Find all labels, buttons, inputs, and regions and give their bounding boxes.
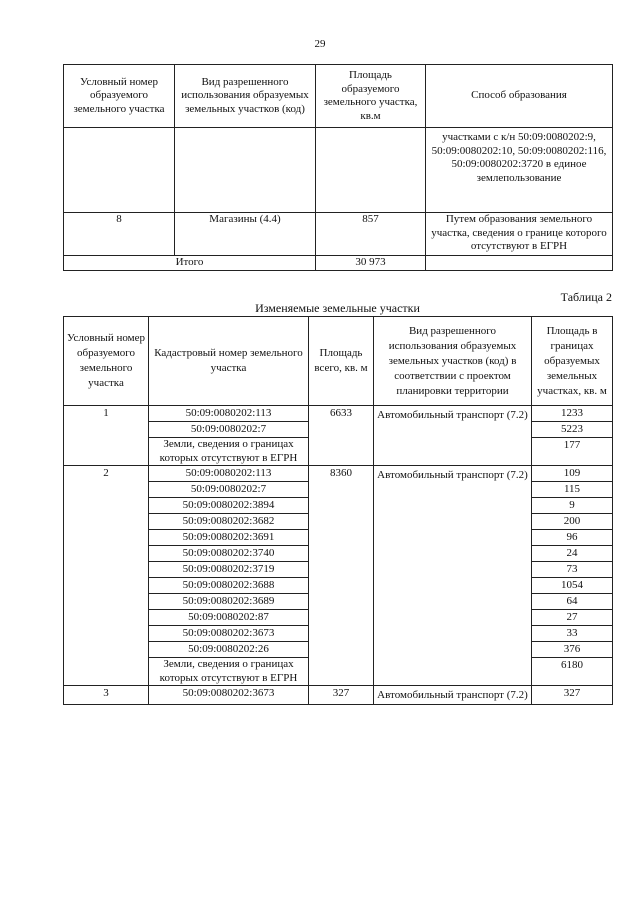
table1-row8-method: Путем образования земельного участка, сведения о границе которого отсутствуют в ЕГРН [426, 213, 613, 256]
cadastral-number: 50:09:0080202:3688 [149, 578, 309, 594]
cadastral-number: 50:09:0080202:7 [149, 422, 309, 438]
plot-number: 2 [64, 466, 149, 686]
table-row [64, 466, 613, 482]
cadastral-number: 50:09:0080202:3719 [149, 562, 309, 578]
area-in-bounds: 177 [532, 438, 613, 466]
area-in-bounds: 6180 [532, 658, 613, 686]
area-in-bounds: 27 [532, 610, 613, 626]
cadastral-number: Земли, сведения о границах которых отсутствуют в ЕГРН [149, 438, 309, 466]
table1-row8-use: Магазины (4.4) [175, 213, 316, 256]
table2-header-cadastral: Кадастровый номер земельного участка [149, 317, 309, 406]
modified-plots-table [63, 316, 613, 705]
table1-row8-num: 8 [64, 213, 175, 256]
table1-header-area: Площадь образуемого земельного участка, кв.м [316, 65, 426, 128]
table1-continuation-method: участками с к/н 50:09:0080202:9, 50:09:0080202:10, 50:09:0080202:116, 50:09:0080202:3720 в единое землепользование [426, 128, 613, 213]
use-type: Автомобильный транспорт (7.2) [374, 686, 532, 705]
total-area: 6633 [309, 406, 374, 466]
area-in-bounds: 24 [532, 546, 613, 562]
use-type: Автомобильный транспорт (7.2) [374, 466, 532, 686]
area-in-bounds: 96 [532, 530, 613, 546]
table2-header-plot-number: Условный номер образуемого земельного участка [64, 317, 149, 406]
table-row [64, 406, 613, 422]
area-in-bounds: 1233 [532, 406, 613, 422]
table1-header-row [64, 65, 613, 128]
table2-header-total-area: Площадь всего, кв. м [309, 317, 374, 406]
table-row [64, 686, 613, 705]
table2-title: Изменяемые земельные участки [255, 301, 420, 315]
area-in-bounds: 115 [532, 482, 613, 498]
table1-row8-area: 857 [316, 213, 426, 256]
area-in-bounds: 200 [532, 514, 613, 530]
cadastral-number: Земли, сведения о границах которых отсутствуют в ЕГРН [149, 658, 309, 686]
table2-label: Таблица 2 [560, 290, 612, 304]
page-number: 29 [314, 38, 326, 50]
table1-header-use-type: Вид разрешенного использования образуемых земельных участков (код) [175, 65, 316, 128]
total-area: 327 [309, 686, 374, 705]
cadastral-number: 50:09:0080202:7 [149, 482, 309, 498]
area-in-bounds: 109 [532, 466, 613, 482]
area-in-bounds: 9 [532, 498, 613, 514]
table1-cell [426, 256, 613, 271]
table2-header-area-in-bounds: Площадь в границах образуемых земельных участках, кв. м [532, 317, 613, 406]
table1-cell [175, 128, 316, 213]
cadastral-number: 50:09:0080202:3894 [149, 498, 309, 514]
table1-cell [64, 128, 175, 213]
table2-body [64, 406, 613, 705]
cadastral-number: 50:09:0080202:3689 [149, 594, 309, 610]
table1-continuation-row [64, 128, 613, 213]
cadastral-number: 50:09:0080202:3673 [149, 686, 309, 705]
total-area: 8360 [309, 466, 374, 686]
cadastral-number: 50:09:0080202:3740 [149, 546, 309, 562]
cadastral-number: 50:09:0080202:3673 [149, 626, 309, 642]
table1-total-label: Итого [64, 256, 316, 271]
cadastral-number: 50:09:0080202:3682 [149, 514, 309, 530]
use-type: Автомобильный транспорт (7.2) [374, 406, 532, 466]
cadastral-number: 50:09:0080202:3691 [149, 530, 309, 546]
area-in-bounds: 5223 [532, 422, 613, 438]
table2-header-use-type: Вид разрешенного использования образуемых земельных участков (код) в соответствии с проектом планировки территории [374, 317, 532, 406]
area-in-bounds: 327 [532, 686, 613, 705]
area-in-bounds: 73 [532, 562, 613, 578]
area-in-bounds: 1054 [532, 578, 613, 594]
table1-row [64, 213, 613, 256]
table1-header-method: Способ образования [426, 65, 613, 128]
cadastral-number: 50:09:0080202:113 [149, 466, 309, 482]
formed-plots-table [63, 64, 613, 271]
plot-number: 1 [64, 406, 149, 466]
cadastral-number: 50:09:0080202:87 [149, 610, 309, 626]
table1-header-plot-number: Условный номер образуемого земельного участка [64, 65, 175, 128]
area-in-bounds: 33 [532, 626, 613, 642]
table1-total-value: 30 973 [316, 256, 426, 271]
area-in-bounds: 64 [532, 594, 613, 610]
table2-header-row [64, 317, 613, 406]
table1-total-row [64, 256, 613, 271]
area-in-bounds: 376 [532, 642, 613, 658]
table1-cell [316, 128, 426, 213]
cadastral-number: 50:09:0080202:113 [149, 406, 309, 422]
cadastral-number: 50:09:0080202:26 [149, 642, 309, 658]
plot-number: 3 [64, 686, 149, 705]
